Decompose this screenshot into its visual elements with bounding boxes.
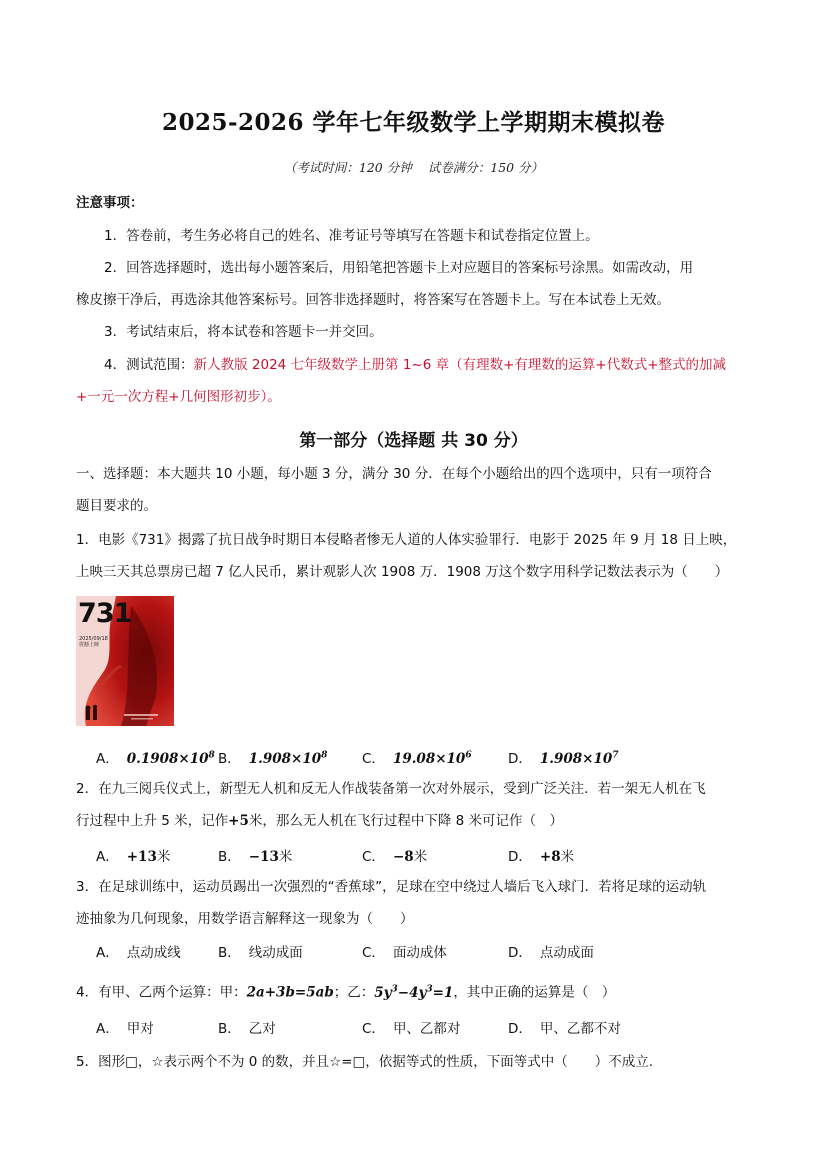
notice-item-2-line-2: 橡皮擦干净后，再选涂其他答案标号。回答非选择题时，将答案写在答题卡上。写在本试卷上无效。 <box>76 292 670 308</box>
q3-option-c[interactable]: C． 面动成体 <box>362 945 447 961</box>
question-3-line-2: 迹抽象为几何现象，用数学语言解释这一现象为（ ） <box>76 911 414 927</box>
notice-item-4 <box>104 355 756 375</box>
instructions-line-1: 一、选择题：本大题共 10 小题，每小题 3 分，满分 30 分．在每个小题给出的四个选项中，只有一项符合 <box>76 466 712 482</box>
test-scope-cont: +一元一次方程+几何图形初步）。 <box>76 389 281 405</box>
q1-option-a[interactable]: A． $0.1908\times 10^8$ <box>96 750 215 767</box>
question-5-line-1: 5．图形□，☆表示两个不为 0 的数，并且☆=□，依据等式的性质，下面等式中（ ）不成立. <box>76 1054 654 1070</box>
poster-release-date <box>79 636 108 648</box>
poster-date: 2025/09/18 <box>79 636 108 642</box>
poster-title: 731 <box>78 598 132 629</box>
question-3-options <box>96 941 756 961</box>
q1-option-c[interactable]: C． $19.08\times 10^6$ <box>362 750 472 767</box>
q2-text-a: 行过程中上升 5 米，记作 <box>76 813 229 829</box>
question-4-options <box>96 1017 756 1037</box>
exam-score: 试卷满分：150 分） <box>427 160 544 175</box>
q4-suffix: ，其中正确的运算是（ ） <box>453 984 616 1001</box>
notice-item-2-line-1: 2．回答选择题时，选出每小题答案后，用铅笔把答题卡上对应题目的答案标号涂黑。如需改动，用 <box>104 260 694 276</box>
question-1-line-1: 1．电影《731》揭露了抗日战争时期日本侵略者惨无人道的人体实验罪行．电影于 2025 年 9 月 18 日上映， <box>76 532 737 548</box>
q3-option-a[interactable]: A． 点动成线 <box>96 945 181 961</box>
question-1-options <box>96 747 756 767</box>
page-title: 2025-2026 学年七年级数学上学期期末模拟卷 <box>161 109 666 136</box>
question-1-line-2: 上映三天其总票房已超 7 亿人民币，累计观影人次 1908 万．1908 万这个数字用科学记数法表示为（ ） <box>76 564 729 580</box>
question-2-options <box>96 845 756 865</box>
q2-option-d[interactable]: D． +8米 <box>508 849 575 865</box>
notice-heading: 注意事项： <box>76 195 144 211</box>
q1-option-b[interactable]: B． $1.908\times 10^8$ <box>218 750 328 767</box>
q2-math: +5 <box>228 813 249 829</box>
notice-item-4-label: 4．测试范围： <box>104 357 194 373</box>
question-2-line-1: 2．在九三阅兵仪式上，新型无人机和反无人作战装备第一次对外展示，受到广泛关注．若一架无人机在飞 <box>76 781 706 797</box>
q2-option-c[interactable]: C． −8米 <box>362 849 428 865</box>
q4-expression-1: 2a+3b=5ab <box>246 984 334 1001</box>
poster-tag: 震撼上映 <box>79 642 100 648</box>
q2-option-b[interactable]: B． −13米 <box>218 849 293 865</box>
notice-item-3: 3．考试结束后，将本试卷和答题卡一并交回。 <box>104 324 383 340</box>
q4-option-d[interactable]: D． 甲、乙都不对 <box>508 1021 621 1037</box>
exam-time: （考试时间：120 分钟 <box>283 160 412 175</box>
q4-mid: ；乙： <box>333 984 375 1001</box>
question-3-line-1: 3．在足球训练中，运动员踢出一次强烈的“香蕉球”，足球在空中绕过人墙后飞入球门．若将足球的运动轨 <box>76 879 707 895</box>
q1-option-d[interactable]: D． $1.908\times 10^7$ <box>508 750 619 767</box>
q4-expression-2: $5y^3-4y^3=1$ <box>374 984 454 1001</box>
q4-option-c[interactable]: C． 甲、乙都对 <box>362 1021 461 1037</box>
question-4-stem <box>76 979 756 1003</box>
q4-option-a[interactable]: A． 甲对 <box>96 1021 154 1037</box>
q3-option-b[interactable]: B． 线动成面 <box>218 945 303 961</box>
question-2-line-2 <box>76 811 756 831</box>
notice-item-1: 1．答卷前，考生务必将自己的姓名、准考证号等填写在答题卡和试卷指定位置上。 <box>104 228 599 244</box>
test-scope: 新人教版 2024 七年级数学上册第 1~6 章（有理数+有理数的运算+代数式+整式的加减 <box>193 357 727 373</box>
instructions-line-2: 题目要求的。 <box>76 498 157 514</box>
q4-option-b[interactable]: B． 乙对 <box>218 1021 276 1037</box>
q2-option-a[interactable]: A． +13米 <box>96 849 171 865</box>
movie-poster-image <box>76 596 174 726</box>
q3-option-d[interactable]: D． 点动成面 <box>508 945 594 961</box>
q2-text-b: 米，那么无人机在飞行过程中下降 8 米可记作（ ） <box>248 813 564 829</box>
exam-info <box>0 158 827 176</box>
section-title: 第一部分（选择题 共 30 分） <box>299 431 528 451</box>
q4-prefix: 4．有甲、乙两个运算：甲： <box>76 984 247 1001</box>
